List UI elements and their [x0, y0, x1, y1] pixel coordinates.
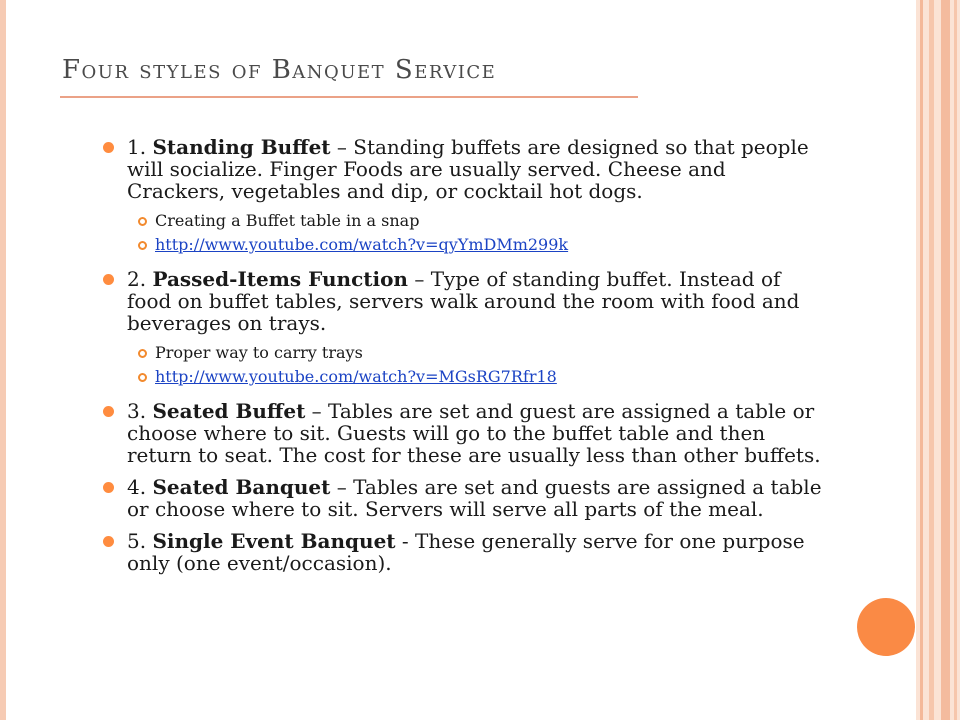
list-item-single-event-banquet: [100, 530, 830, 574]
item-number: 1.: [127, 135, 147, 159]
item-text: – Standing buffets are designed so that people will socialize. Finger Foods are usually served. Cheese and Crackers, vegetables and dip, or cocktail hot dogs.: [127, 135, 809, 203]
youtube-link[interactable]: http://www.youtube.com/watch?v=MGsRG7Rfr18: [155, 367, 557, 386]
decorative-stripe: [920, 0, 923, 720]
decorative-stripe: [954, 0, 957, 720]
bullet-dot-icon: [103, 142, 114, 153]
list-item-passed-items-function: [100, 268, 830, 334]
list-item-seated-buffet: [100, 400, 830, 466]
slide-content: [100, 136, 830, 584]
bullet-dot-icon: [103, 482, 114, 493]
sub-item-text: Creating a Buffet table in a snap: [155, 211, 420, 230]
item-heading: Standing Buffet: [152, 135, 331, 159]
list-item-standing-buffet: [100, 136, 830, 202]
left-border: [0, 0, 6, 720]
sub-item-link: [100, 368, 830, 386]
ring-bullet-icon: [138, 217, 147, 226]
item-text: – Tables are set and guest are assigned a table or choose where to sit. Guests will go to the buffet table and then return to seat. The cost for these are usually less than other buffets.: [127, 399, 821, 467]
item-heading: Seated Buffet: [152, 399, 306, 423]
decorative-stripe: [929, 0, 934, 720]
sub-item-text: Proper way to carry trays: [155, 343, 363, 362]
youtube-link[interactable]: http://www.youtube.com/watch?v=qyYmDMm299k: [155, 235, 569, 254]
item-heading: Passed-Items Function: [152, 267, 408, 291]
list-item-seated-banquet: [100, 476, 830, 520]
sub-item-link: [100, 236, 830, 254]
sub-item: [100, 344, 830, 362]
item-number: 2.: [127, 267, 147, 291]
bullet-dot-icon: [103, 406, 114, 417]
item-number: 4.: [127, 475, 147, 499]
item-number: 5.: [127, 529, 147, 553]
title-underline: [60, 96, 638, 98]
item-text: - These generally serve for one purpose only (one event/occasion).: [127, 529, 805, 575]
sub-item: [100, 212, 830, 230]
decorative-orange-circle: [857, 598, 915, 656]
item-text: – Type of standing buffet. Instead of food on buffet tables, servers walk around the room with food and beverages on trays.: [127, 267, 800, 335]
ring-bullet-icon: [138, 241, 147, 250]
bullet-dot-icon: [103, 274, 114, 285]
slide-title: Four styles of Banquet Service: [62, 55, 497, 85]
item-heading: Single Event Banquet: [152, 529, 396, 553]
ring-bullet-icon: [138, 373, 147, 382]
item-heading: Seated Banquet: [152, 475, 331, 499]
bullet-dot-icon: [103, 536, 114, 547]
ring-bullet-icon: [138, 349, 147, 358]
item-number: 3.: [127, 399, 147, 423]
item-text: – Tables are set and guests are assigned a table or choose where to sit. Servers will serve all parts of the meal.: [127, 475, 822, 521]
decorative-stripe: [941, 0, 950, 720]
